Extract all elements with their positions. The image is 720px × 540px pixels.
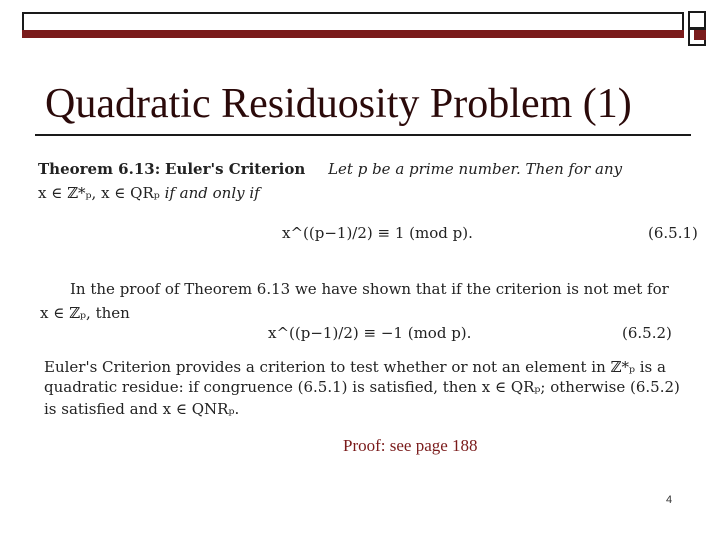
equation-6-5-2-label: (6.5.2)	[622, 324, 672, 342]
slide-title: Quadratic Residuosity Problem (1)	[45, 81, 632, 127]
proof-paragraph-line-2: x ∈ ℤₚ, then	[40, 304, 130, 322]
equation-6-5-1: x^((p−1)/2) ≡ 1 (mod p).	[282, 224, 473, 242]
theorem-statement-line-2	[38, 184, 260, 202]
theorem-statement-a: Let p be a prime number. Then for any	[328, 160, 623, 178]
criterion-paragraph-line-3: is satisfied and x ∈ QNRₚ.	[44, 400, 240, 418]
equation-6-5-1-label: (6.5.1)	[648, 224, 698, 242]
textbook-excerpt	[38, 152, 702, 428]
theorem-statement-b: if and only if	[164, 184, 260, 202]
criterion-paragraph-line-1: Euler's Criterion provides a criterion to test whether or not an element in ℤ*ₚ is a	[44, 358, 666, 376]
corner-accent	[694, 30, 706, 40]
theorem-label: Theorem 6.13:	[38, 160, 161, 178]
theorem-statement-math: x ∈ ℤ*ₚ, x ∈ QRₚ	[38, 184, 160, 202]
theorem-heading-line	[38, 160, 622, 178]
proof-reference: Proof: see page 188	[343, 436, 478, 455]
title-divider	[35, 134, 691, 136]
proof-paragraph-line-1: In the proof of Theorem 6.13 we have shown that if the criterion is not met for	[70, 280, 669, 298]
theorem-name: Euler's Criterion	[165, 160, 306, 178]
equation-6-5-2: x^((p−1)/2) ≡ −1 (mod p).	[268, 324, 472, 342]
corner-square-top	[688, 11, 706, 29]
header-accent-bar	[22, 30, 684, 38]
slide-number: 4	[666, 494, 673, 506]
criterion-paragraph-line-2: quadratic residue: if congruence (6.5.1) is satisfied, then x ∈ QRₚ; otherwise (6.5.2)	[44, 378, 680, 396]
